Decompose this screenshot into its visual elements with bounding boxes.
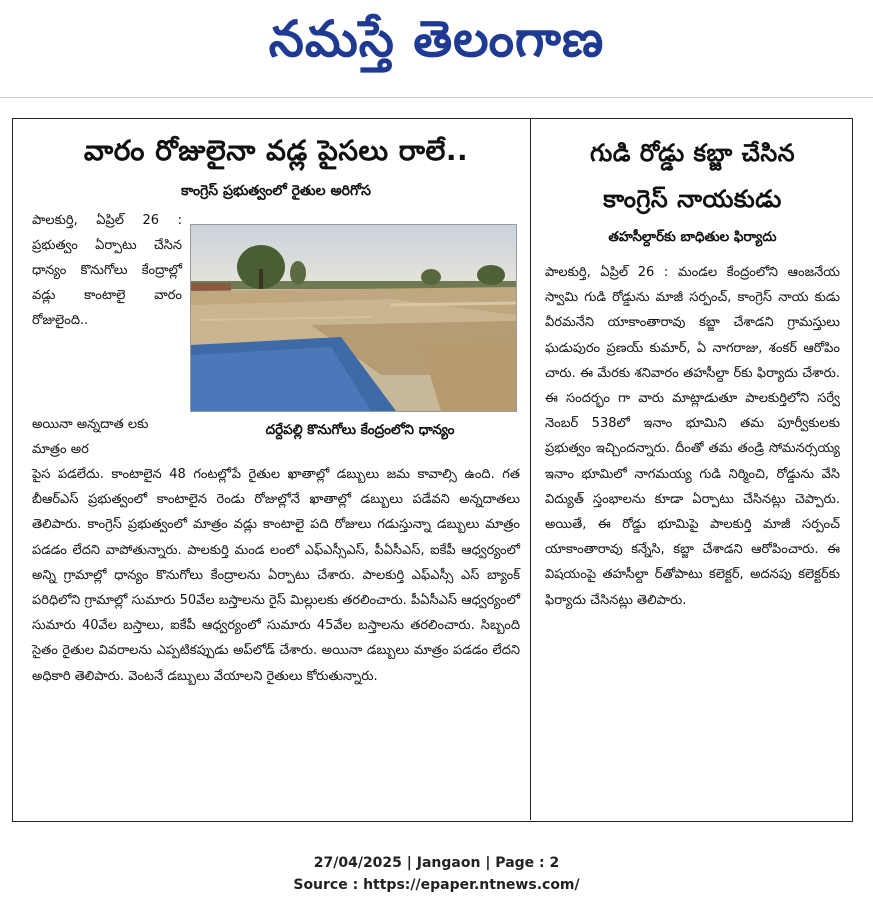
left-subhead: కాంగ్రెస్ ప్రభుత్వంలో రైతుల అరిగోస [181,183,371,199]
footer [0,852,873,896]
photo-caption: దర్దేపల్లి కొనుగోలు కేంద్రంలోని ధాన్యం [265,422,455,438]
left-article [32,130,520,684]
paddy-field-photo [190,224,517,412]
column-divider [530,118,531,820]
masthead-rule [0,97,873,98]
left-body-text: పైస పడలేదు. కాంటాలైన 48 గంటల్లోపే రైతుల ఖాతాల్లో డబ్బులు జమ కావాల్సి ఉంది. గత బీఆర్ఎస్ ప్రభుత్వంలో కాంటాలైన రెండు రోజుల్లోనే ఖాతాల్లో డబ్బులు పడేవని అన్నదాతలు తెలిపారు. కాంగ్రెస్ ప్రభుత్వంలో మాత్రం వడ్లు కాంటాలై పది రోజులు గడుస్తున్నా డబ్బులు మాత్రం పడడం లేదని వాపోతున్నారు. పాలకుర్తి మండ లంలో ఎఫ్ఎస్సీఎస్, పీఏసీఎస్, ఐకేపీ ఆధ్వర్యంలో అన్ని గ్రామాల్లో ధాన్యం కొనుగోలు కేంద్రాలను ఏర్పాటు చేశారు. పాలకుర్తి ఎఫ్ఎస్సీ ఎస్ బ్యాంక్ పరిధిలోని గ్రామాల్లో సుమారు 50వేల బస్తాలను రైస్ మిల్లులకు తరలించారు. పీఏసీఎస్ ఆధ్వర్యంలో సుమారు 40వేల బస్తాలు, ఐకేపీ ఆధ్వర్యంలో సుమారు 45వేల బస్తాలను తరలించారు. సిబ్బంది సైతం రైతుల వివరాలను ఎప్పటికప్పుడు అప్‌లోడ్ చేశారు. అయినా డబ్బులు మాత్రం పడడం లేదని అధికారి తెలిపారు. వెంటనే డబ్బులు వేయాలని రైతులు కోరుతున్నారు. [32,467,520,684]
right-headline-line1: గుడి రోడ్డు కబ్జా చేసిన [589,139,796,167]
left-intro-continued: అయినా అన్నదాత లకు మాత్రం అర [32,417,149,457]
footer-date-line: 27/04/2025 | Jangaon | Page : 2 [313,855,560,871]
photo-image [191,225,516,411]
newspaper-logo: నమస్తే తెలంగాణ [268,9,605,68]
right-subhead: తహసీల్దార్‌కు బాధితుల ఫిర్యాదు [608,229,777,245]
right-article [545,130,840,613]
masthead [0,0,873,82]
left-headline: వారం రోజులైనా వడ్ల పైసలు రాలే.. [83,134,469,167]
left-intro-text: పాలకుర్తి, ఏప్రిల్ 26 : ప్రభుత్వం ఏర్పాటు చేసిన ధాన్యం కొనుగోలు కేంద్రాల్లో వడ్లు కాంటాలై వారం రోజులైంది.. [32,213,182,328]
right-headline-line2: కాంగ్రెస్ నాయకుడు [603,185,782,213]
right-body-text: పాలకుర్తి, ఏప్రిల్ 26 : మండల కేంద్రంలోని ఆంజనేయ స్వామి గుడి రోడ్డును మాజీ సర్పంచ్, కాంగ్రెస్ నాయ కుడు వీరమనేని యాకాంతారావు కబ్జా చేశాడని గ్రామస్తులు ఘడుపురం ప్రణయ్ కుమార్, ఏ నాగరాజు, శంకర్ ఆరోపిం చారు. ఈ మేరకు శనివారం తహసీల్దా ర్‌కు ఫిర్యాదు చేశారు. ఈ సందర్భం గా వారు మాట్లాడుతూ పాలకుర్తిలోని సర్వే నెంబర్ 538లో ఇనాం భూమిని తమ పూర్వీకులకు ప్రభుత్వం ఇచ్చిందన్నారు. దీంతో తమ తండ్రి సోమనర్సయ్య ఇనాం భూమిలో నాగమయ్య గుడి నిర్మించి, రోడ్డును వేసి విద్యుత్ స్తంభాలను కూడా ఏర్పాటు చేసినట్లు చెప్పారు. అయితే, ఈ రోడ్డు భూమిపై పాలకుర్తి మాజీ సర్పంచ్ యాకాంతారావు కన్నేసి, కబ్జా చేశాడని ఆరోపించారు. ఈ విషయంపై తహసీల్దా ర్‌తోపాటు కలెక్టర్, అదనపు కలెక్టర్‌కు ఫిర్యాదు చేసినట్లు తెలిపారు. [545,265,840,608]
footer-source-link[interactable]: Source : https://epaper.ntnews.com/ [293,877,580,893]
